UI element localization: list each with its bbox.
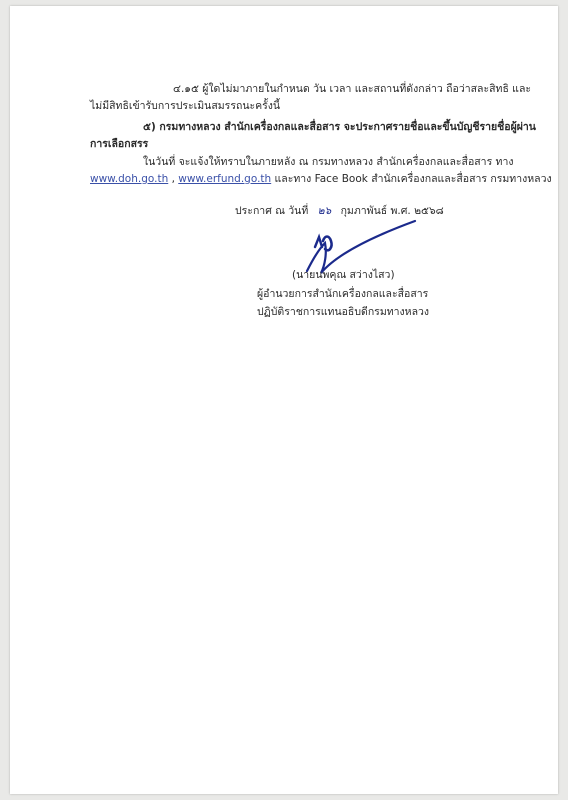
announce-line2 (90, 172, 552, 186)
doh-website-link[interactable]: www.doh.go.th (90, 173, 169, 185)
signer-name: (นายนพคุณ สว่างไสว) (292, 269, 395, 281)
dated-month-year: กุมภาพันธ์ พ.ศ. ๒๕๖๘ (340, 205, 444, 217)
link-separator: , (168, 173, 179, 185)
item-5-line1: ๕) กรมทางหลวง สำนักเครื่องกลและสื่อสาร จะประกาศรายชื่อและขึ้นบัญชีรายชื่อผู้ผ่าน (143, 121, 536, 133)
item-4-15-line2: ไม่มีสิทธิเข้ารับการประเมินสมรรถนะครั้งนี้ (90, 100, 281, 112)
erfund-website-link[interactable]: www.erfund.go.th (178, 173, 272, 185)
signer-position: ผู้อำนวยการสำนักเครื่องกลและสื่อสาร (257, 288, 429, 300)
dated-prefix: ประกาศ ณ วันที่ (235, 205, 309, 217)
signer-acting: ปฏิบัติราชการแทนอธิบดีกรมทางหลวง (257, 306, 430, 318)
announce-line1: ในวันที่ จะแจ้งให้ทราบในภายหลัง ณ กรมทางหลวง สำนักเครื่องกลและสื่อสาร ทาง (143, 156, 514, 168)
document-page (10, 6, 558, 794)
announce-line2-rest: และทาง Face Book สำนักเครื่องกลและสื่อสาร กรมทางหลวง (271, 173, 552, 185)
dated-day: ๒๖ (317, 205, 332, 217)
item-5-line2: การเลือกสรร (90, 138, 149, 150)
item-4-15-line1: ๔.๑๕ ผู้ใดไม่มาภายในกำหนด วัน เวลา และสถานที่ดังกล่าว ถือว่าสละสิทธิ และ (173, 83, 532, 95)
